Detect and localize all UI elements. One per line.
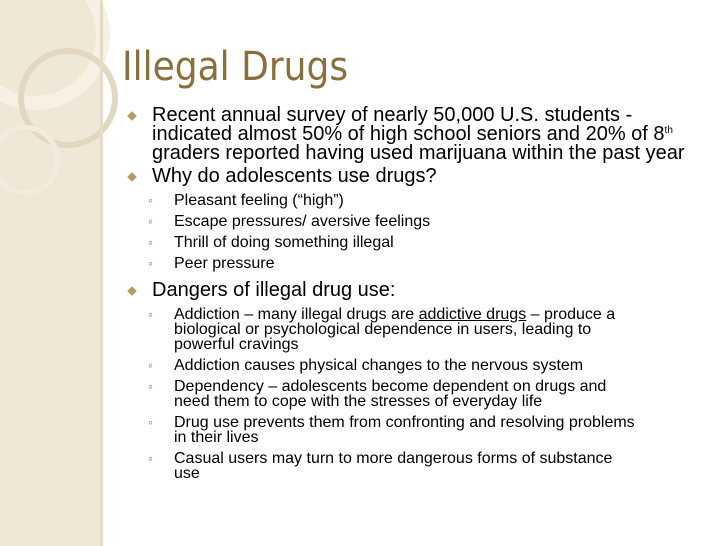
bullet-line: Recent annual survey of nearly 50,000 U.S. students - [152,104,633,126]
sub-item [128,358,708,373]
ring-bullet-icon: ◦ [148,378,153,394]
bullet-item [128,167,708,186]
ring-bullet-icon: ◦ [148,306,153,322]
sub-item-text: – produce a [526,306,616,323]
sub-item-line [174,307,708,322]
ring-bullet-icon: ◦ [148,192,153,208]
bullet-line-text: indicated almost 50% of high school seniors and 20% of 8 [152,123,665,145]
sub-item [128,415,708,445]
sub-item-text: Peer pressure [174,255,275,272]
slide-title: Illegal Drugs [122,44,349,90]
bullet-text: Dangers of illegal drug use: [152,279,396,301]
ring-bullet-icon: ◦ [148,255,153,271]
bullet-line: graders reported having used marijuana within the past year [152,142,685,164]
ring-bullet-icon: ◦ [148,357,153,373]
sub-item-text: Addiction – many illegal drugs are [174,306,419,323]
sub-item-line: Addiction causes physical changes to the nervous system [174,357,584,374]
diamond-bullet-icon [127,111,137,121]
bullet-item [128,281,708,300]
sub-item-line: powerful cravings [174,336,299,353]
diamond-bullet-icon [127,286,137,296]
sub-item [128,193,708,208]
sub-item [128,235,708,250]
ring-bullet-icon: ◦ [148,450,153,466]
sub-item-line: use [174,465,200,482]
sub-item-line: need them to cope with the stresses of everyday life [174,393,543,410]
sub-item-line: Dependency – adolescents become dependent on drugs and [174,378,607,395]
sub-item [128,379,708,409]
sub-item-line: Drug use prevents them from confronting and resolving problems [174,414,635,431]
bullet-item [128,106,708,163]
sub-item-text: Pleasant feeling (“high”) [174,192,344,209]
slide-body [128,106,708,481]
sub-item [128,451,708,481]
sub-item [128,214,708,229]
ring-bullet-icon: ◦ [148,213,153,229]
ring-bullet-icon: ◦ [148,414,153,430]
superscript: th [664,125,673,136]
sub-item [128,256,708,271]
sub-item-line: in their lives [174,429,259,446]
underlined-term: addictive drugs [418,306,527,323]
sub-item-text: Thrill of doing something illegal [174,234,394,251]
bullet-text: Why do adolescents use drugs? [152,165,437,187]
sub-item-line: biological or psychological dependence in users, leading to [174,321,592,338]
decorative-side-panel [0,0,100,546]
panel-divider [100,0,103,546]
ring-bullet-icon: ◦ [148,234,153,250]
sub-item [128,307,708,352]
sub-item-text: Escape pressures/ aversive feelings [174,213,431,230]
diamond-bullet-icon [127,172,137,182]
sub-item-line: Casual users may turn to more dangerous forms of substance [174,450,613,467]
